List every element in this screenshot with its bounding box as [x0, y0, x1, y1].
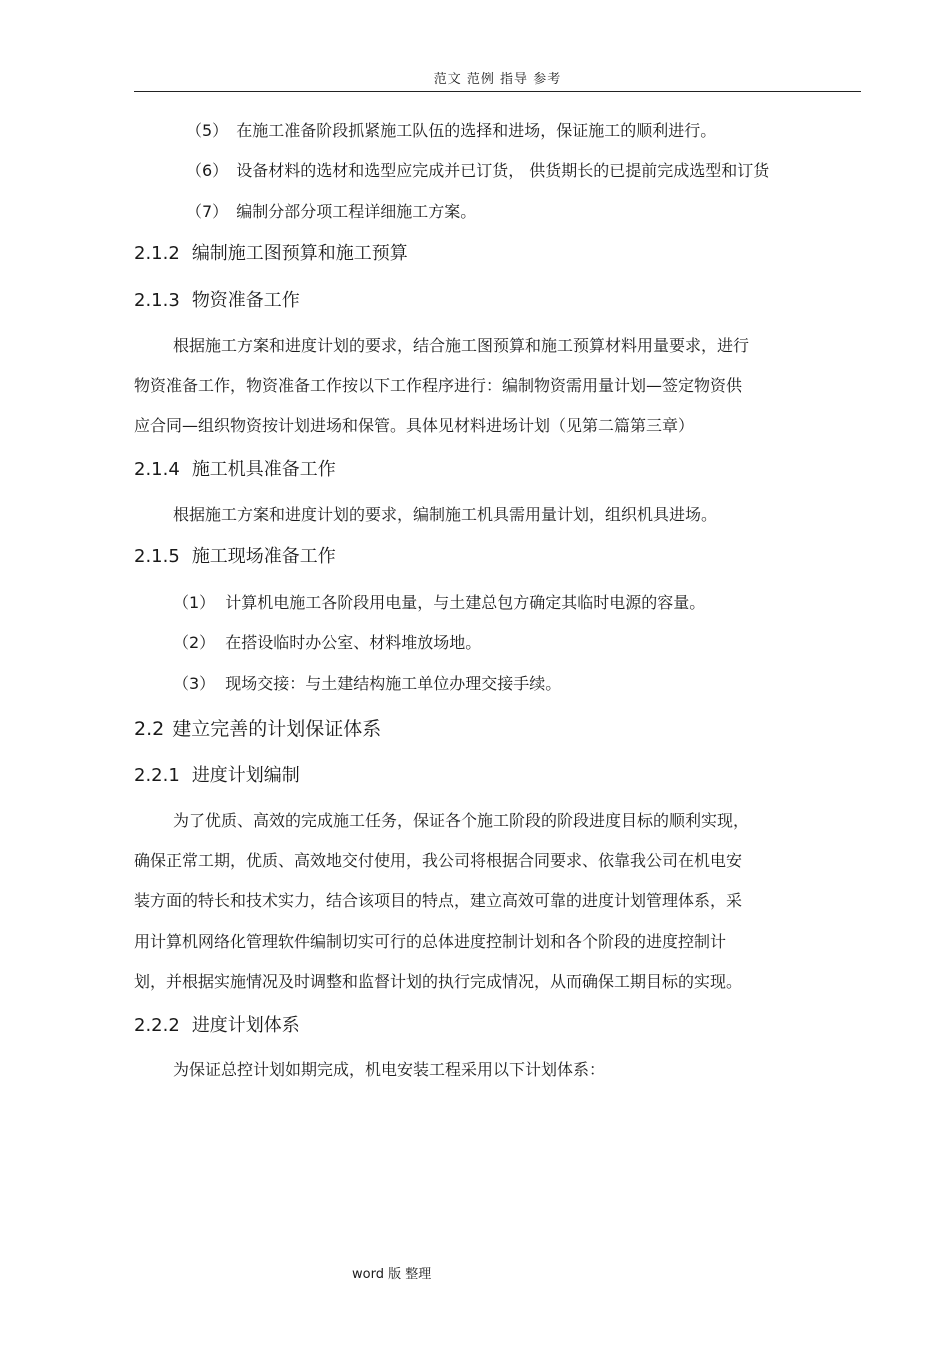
- paragraph-line: 应合同—组织物资按计划进场和保管。具体见材料进场计划（见第二篇第三章）: [134, 416, 695, 435]
- item-text: 编制分部分项工程详细施工方案。: [236, 202, 477, 221]
- section-heading: [134, 286, 300, 312]
- item-number: （1）: [173, 593, 216, 612]
- paragraph-line: 装方面的特长和技术实力，结合该项目的特点，建立高效可靠的进度计划管理体系，采: [134, 891, 743, 910]
- item-number: （2）: [173, 633, 216, 652]
- list-item: [173, 590, 705, 613]
- list-item: [173, 671, 561, 694]
- item-text: 在施工准备阶段抓紧施工队伍的选择和进场，保证施工的顺利进行。: [236, 121, 717, 140]
- section-number: 2.2.1: [134, 765, 180, 786]
- item-text: 在搭设临时办公室、材料堆放场地。: [225, 633, 482, 652]
- section-heading: [134, 761, 300, 787]
- paragraph-line: 确保正常工期，优质、高效地交付使用，我公司将根据合同要求、依靠我公司在机电安: [134, 851, 743, 870]
- section-heading: [134, 239, 408, 265]
- section-number: 2.1.4: [134, 459, 180, 480]
- item-text: 计算机电施工各阶段用电量，与土建总包方确定其临时电源的容量。: [225, 593, 706, 612]
- section-title: 进度计划体系: [191, 1015, 300, 1036]
- item-number: （7）: [186, 202, 229, 221]
- section-title: 进度计划编制: [191, 765, 300, 786]
- item-number: （3）: [173, 674, 216, 693]
- item-text: 设备材料的选材和选型应完成并已订货， 供货期长的已提前完成选型和订货: [236, 161, 770, 180]
- list-item: [173, 630, 481, 653]
- section-number: 2.2.2: [134, 1015, 180, 1036]
- section-heading: [134, 1011, 300, 1037]
- paragraph-line: 物资准备工作，物资准备工作按以下工作程序进行：编制物资需用量计划—签定物资供: [134, 376, 743, 395]
- section-number: 2.1.5: [134, 546, 180, 567]
- list-item: [186, 158, 769, 181]
- section-title: 施工现场准备工作: [191, 546, 336, 567]
- paragraph-line: 根据施工方案和进度计划的要求，编制施工机具需用量计划，组织机具进场。: [173, 505, 718, 524]
- section-title: 物资准备工作: [191, 290, 300, 311]
- paragraph-line: 为了优质、高效的完成施工任务，保证各个施工阶段的阶段进度目标的顺利实现，: [173, 811, 750, 830]
- paragraph-line: 根据施工方案和进度计划的要求，结合施工图预算和施工预算材料用量要求，进行: [173, 336, 750, 355]
- header-rule: [134, 91, 861, 92]
- page-footer: word 版 整理: [352, 1267, 432, 1282]
- section-title: 施工机具准备工作: [191, 459, 336, 480]
- item-number: （5）: [186, 121, 229, 140]
- section-title: 建立完善的计划保证体系: [172, 718, 382, 740]
- page-header: 范文 范例 指导 参考: [433, 72, 562, 87]
- section-heading: [134, 542, 336, 568]
- chapter-heading: [134, 714, 381, 741]
- section-title: 编制施工图预算和施工预算: [191, 243, 408, 264]
- paragraph-line: 划，并根据实施情况及时调整和监督计划的执行完成情况，从而确保工期目标的实现。: [134, 972, 743, 991]
- section-heading: [134, 455, 336, 481]
- list-item: [186, 118, 716, 141]
- list-item: [186, 199, 476, 222]
- paragraph-line: 用计算机网络化管理软件编制切实可行的总体进度控制计划和各个阶段的进度控制计: [134, 932, 727, 951]
- item-text: 现场交接：与土建结构施工单位办理交接手续。: [225, 674, 562, 693]
- section-number: 2.2: [134, 718, 165, 740]
- paragraph-line: 为保证总控计划如期完成，机电安装工程采用以下计划体系：: [173, 1060, 606, 1079]
- section-number: 2.1.3: [134, 290, 180, 311]
- section-number: 2.1.2: [134, 243, 180, 264]
- item-number: （6）: [186, 161, 229, 180]
